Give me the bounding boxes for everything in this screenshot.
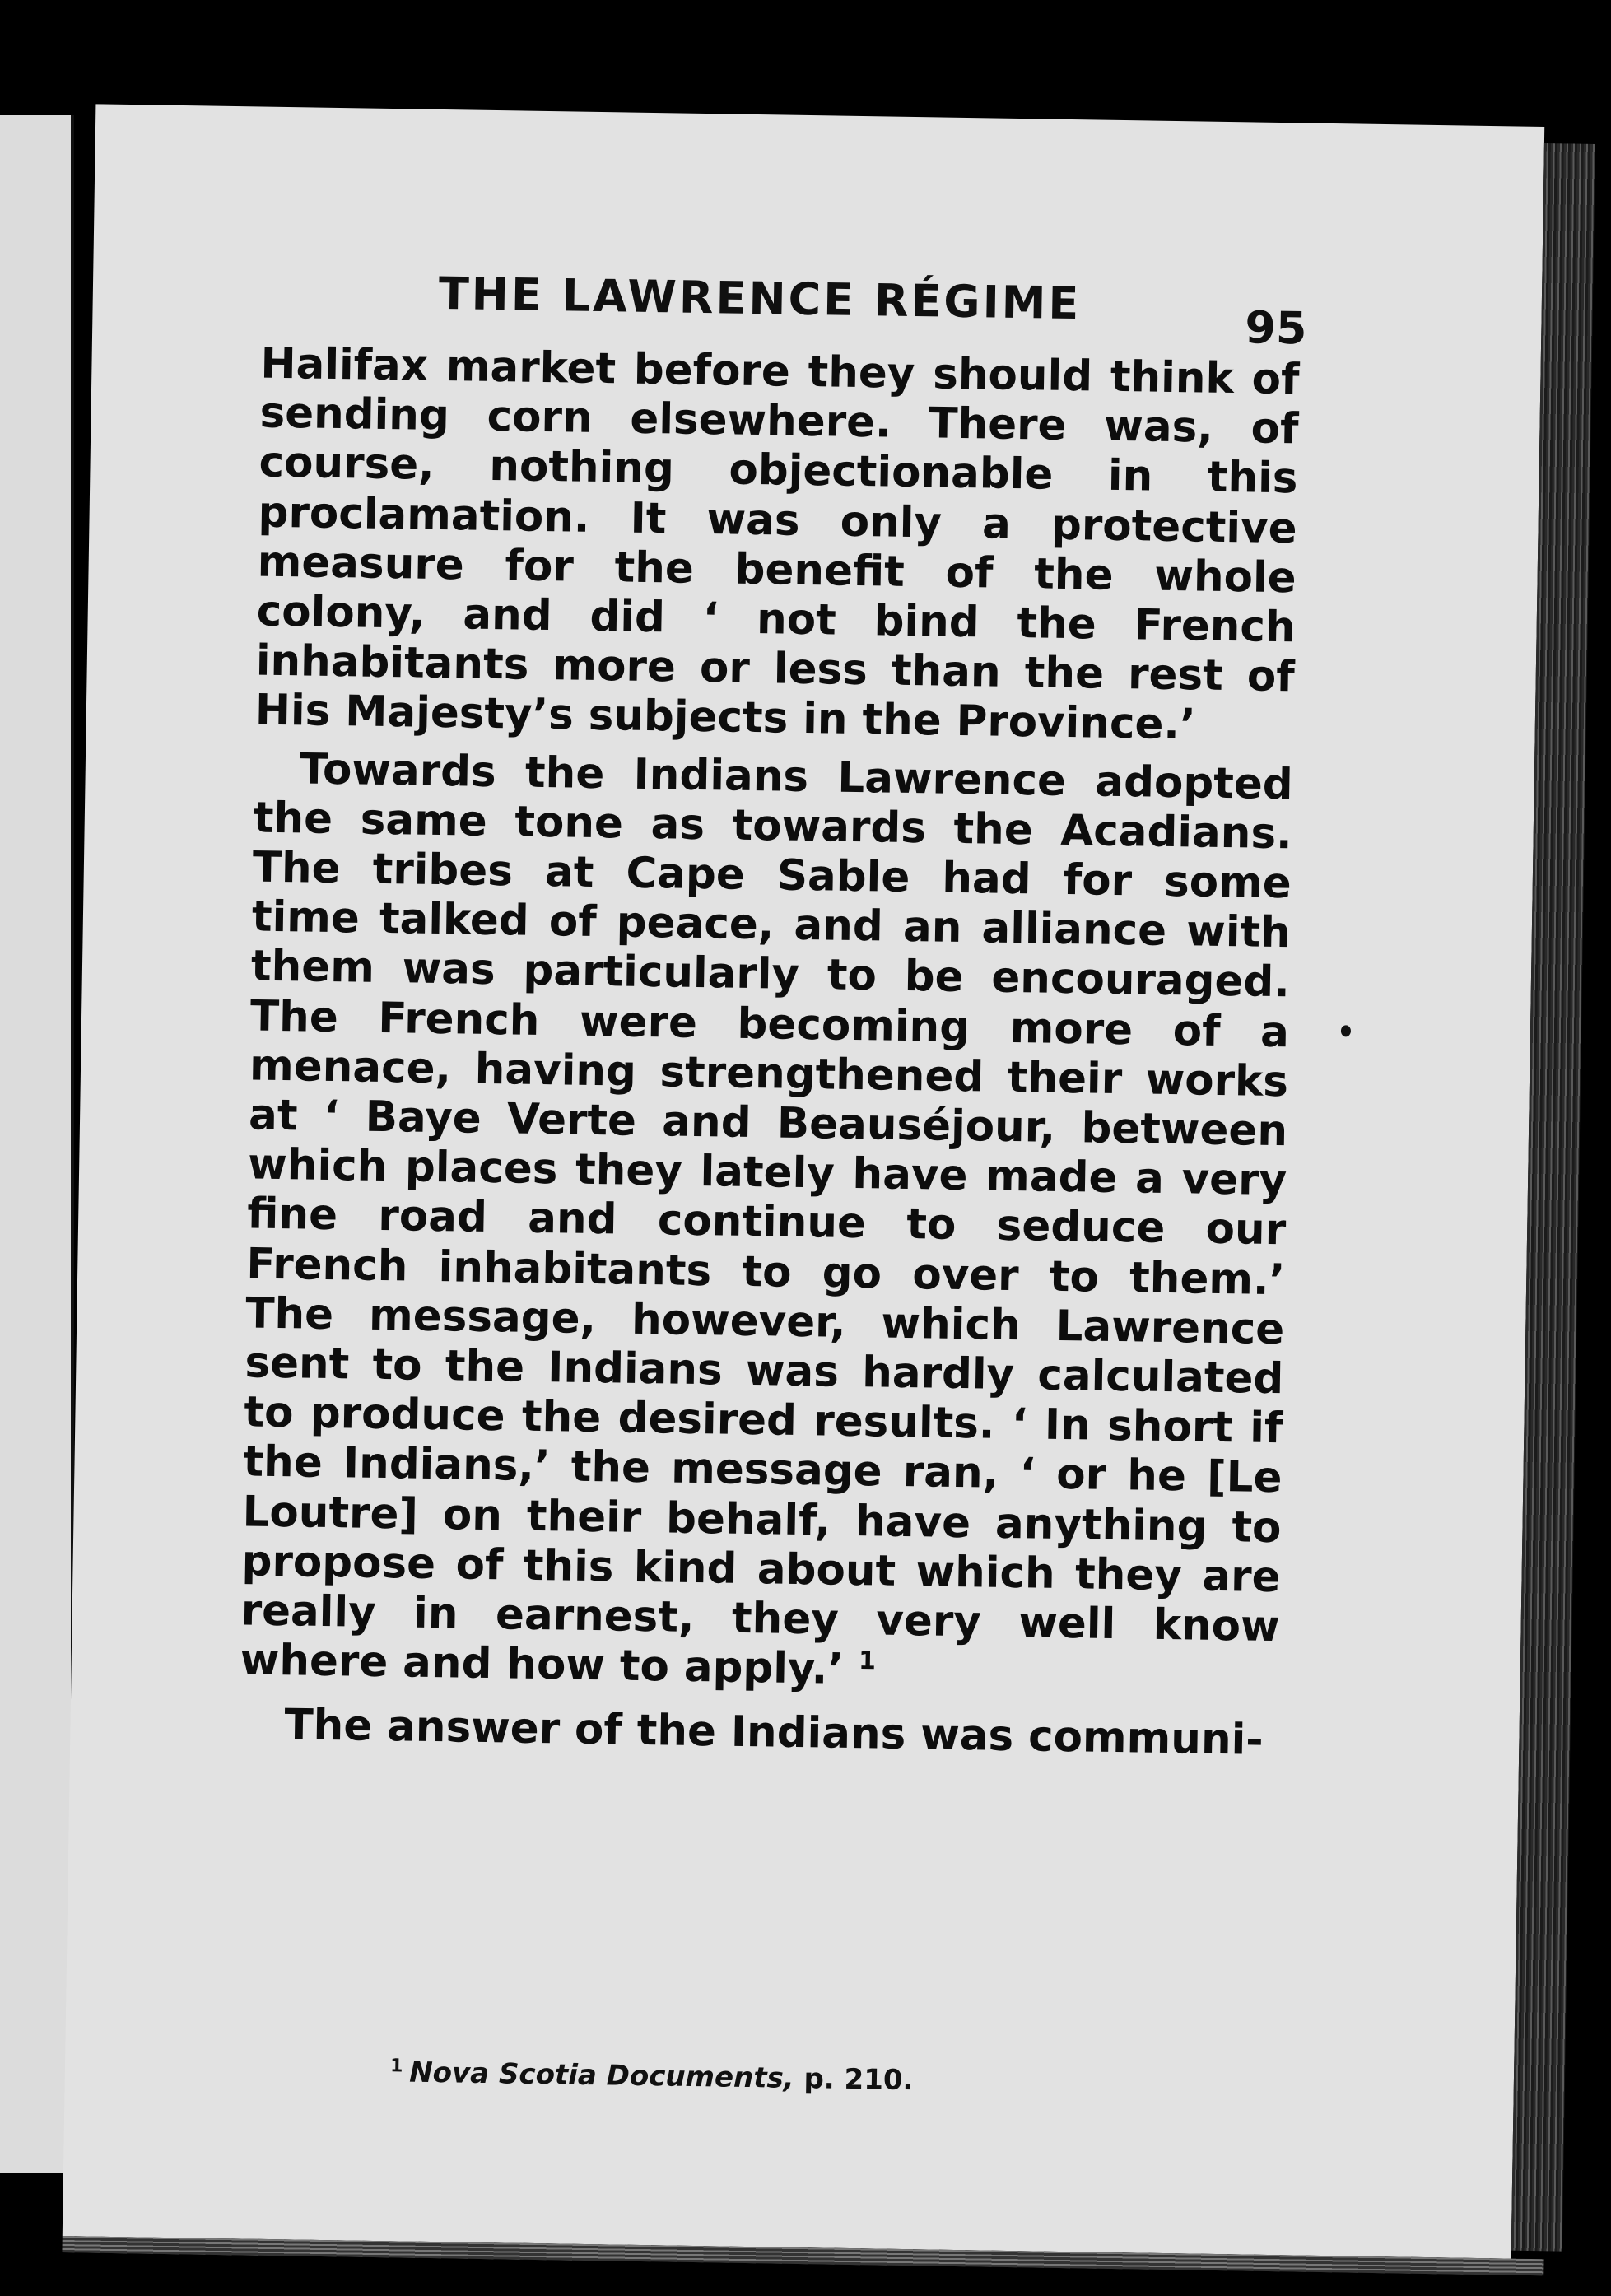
- previous-page-edge: [0, 115, 74, 2173]
- paragraph: Halifax market before they should think of sending corn elsewhere. There was, of course, nothing objectionable in this proclamation. It was only a protective measure for the benefit of the whole colony, and did ‘ not bind the French inhabitants more or less than the rest of His Majesty’s subjects in the Province.’: [254, 338, 1300, 750]
- page-bottom-edge: [62, 2236, 1543, 2275]
- paragraph-text: Towards the Indians Lawrence adopted the same tone as towards the Acadians. The tribes at Cape Sable had for some time talked of peace, and an alliance with them was particularly to be encouraged. The French were becoming more of a menace, having strengthened their works at ‘ Baye Verte and Beauséjour, between which places they lately have made a very fine road and continue to seduce our French inhabitants to go over to them.’ The message, however, which Lawrence sent to the Indians was hardly calculated to produce the desired results. ‘ In short if the Indians,’ the message ran, ‘ or he [Le Loutre] on their behalf, have anything to propose of this kind about which they are really in earnest, they very well know where and how to apply.’: [240, 743, 1294, 1695]
- running-head-title: THE LAWRENCE RÉGIME: [438, 267, 1082, 330]
- page-number: 95: [1244, 301, 1307, 355]
- body-text: [239, 339, 1300, 1766]
- footnote: [390, 2056, 914, 2097]
- footnote-reference: 1: [858, 1646, 877, 1676]
- book-page: [63, 104, 1544, 2258]
- footnote-source-title: Nova Scotia Documents,: [408, 2056, 794, 2095]
- ink-speck: [1341, 1025, 1351, 1036]
- footnote-page-ref: p. 210.: [803, 2062, 914, 2098]
- page-stack-edge: [1511, 143, 1595, 2252]
- paragraph: [240, 743, 1293, 1702]
- paragraph: The answer of the Indians was communi-: [284, 1700, 1264, 1766]
- footnote-mark: 1: [389, 2055, 403, 2077]
